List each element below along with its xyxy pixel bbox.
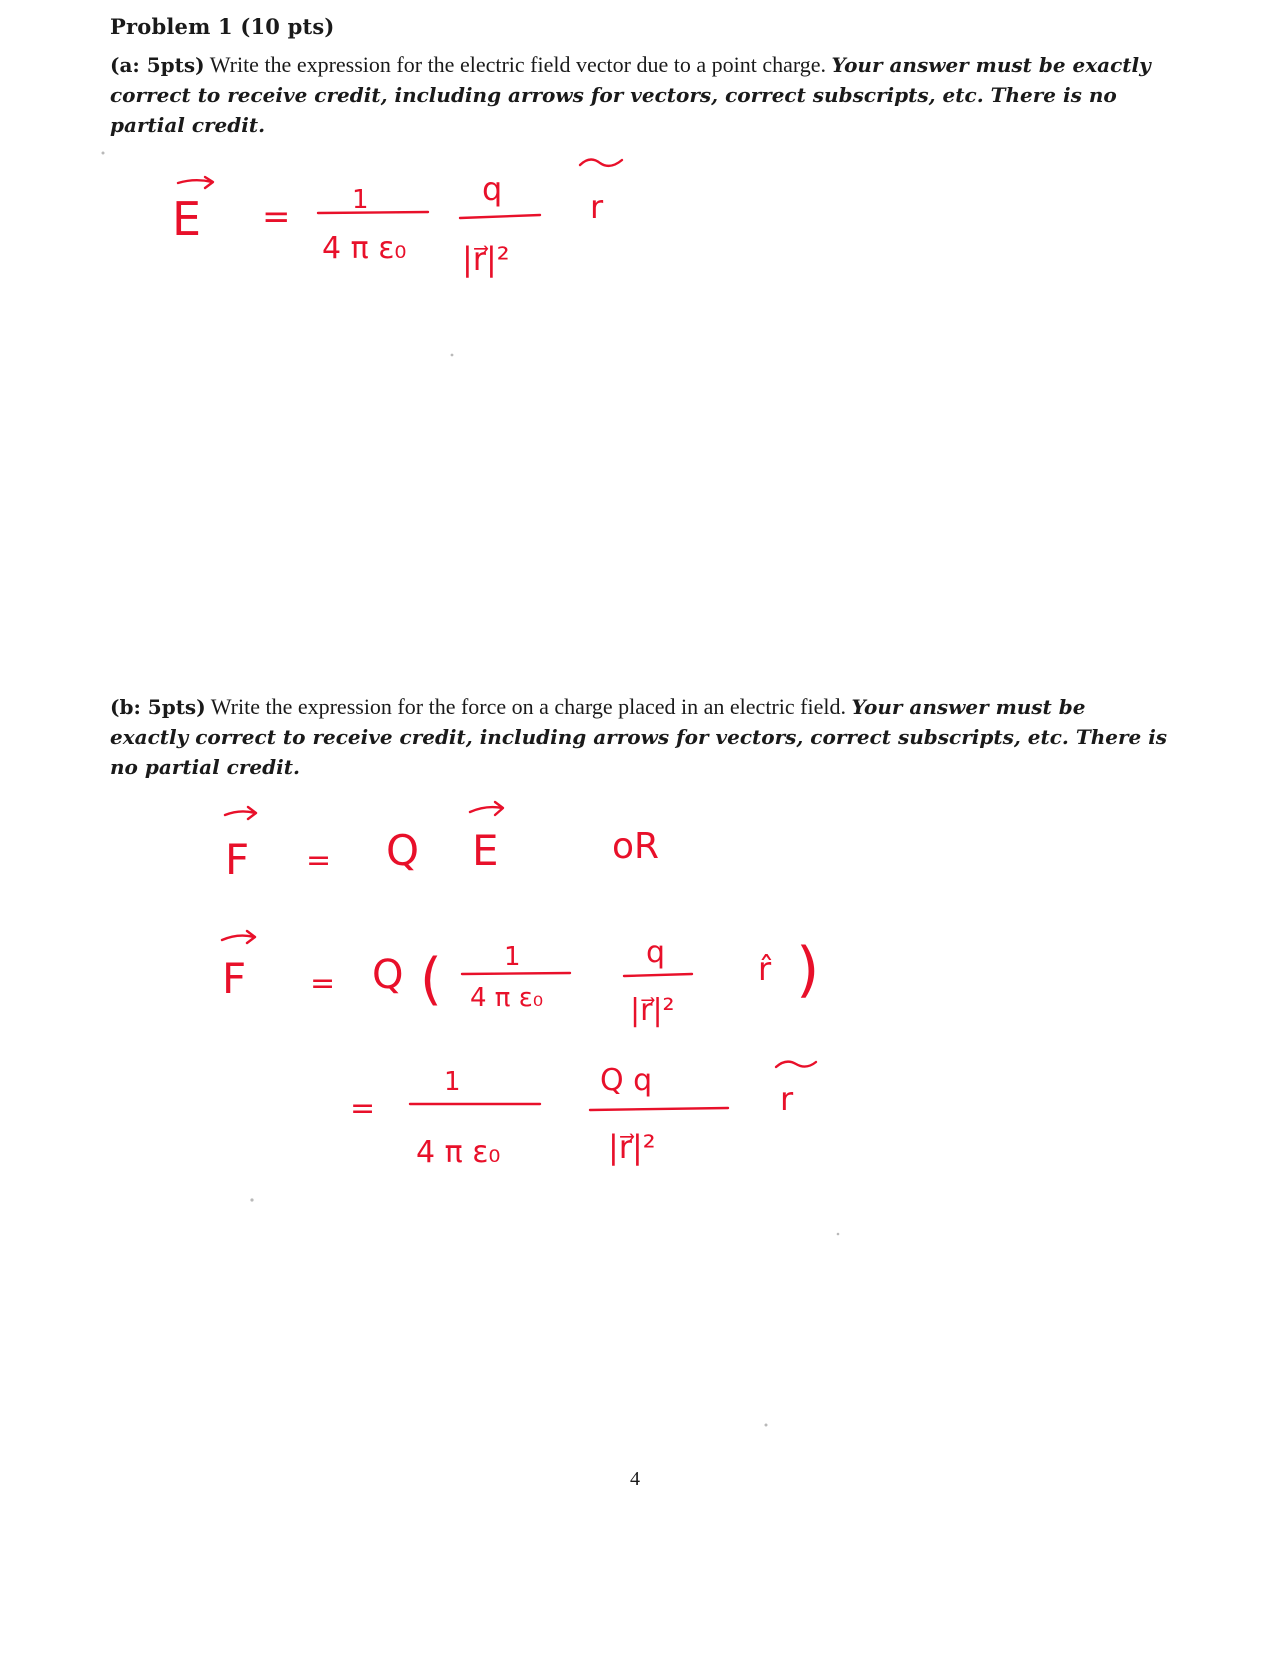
frac1-bar [318,212,428,213]
lhs-e: E [172,192,202,246]
part-a-emphasis: Your answer must be exactly correct to receive credit, including arrows for vectors, correct subscripts, etc. There is no partial credit. [110,53,1151,137]
problem-title: Problem 1 (10 pts) [110,14,335,39]
equals-sign: = [262,197,291,237]
page-number: 4 [630,1468,640,1490]
scan-speck [250,1198,253,1201]
frac2-denominator: |r⃗|² [630,993,675,1028]
unit-vector-r: r [780,1080,794,1118]
frac2-denominator: |r⃗|² [462,240,510,278]
hat-mark [776,1062,816,1067]
frac2-numerator: Q q [600,1063,653,1098]
vector-arrow [225,807,256,819]
scan-speck [837,1233,840,1236]
frac2-bar [624,974,692,976]
frac1-denominator: 4 π ε₀ [470,983,544,1013]
open-paren: ( [420,947,442,1012]
part-b-answer-line3 [350,1062,816,1170]
unit-vector-r: r̂ [758,950,772,988]
frac1-numerator: 1 [504,942,521,972]
lhs-f: F [225,835,250,884]
charge-q: Q [372,952,404,998]
scan-speck [765,1424,768,1427]
part-b-label: (b: 5pts) [110,695,206,719]
part-b-prompt: Write the expression for the force on a charge placed in an electric field. [210,694,846,719]
frac2-denominator: |r⃗|² [608,1128,656,1166]
frac1-denominator: 4 π ε₀ [416,1135,501,1170]
vector-arrow [222,931,255,943]
frac2-bar [460,215,540,218]
or-text: oR [612,826,660,867]
part-b-emphasis: Your answer must be exactly correct to receive credit, including arrows for vectors, correct subscripts, etc. There is no partial credit. [110,695,1168,779]
lhs-f: F [222,954,247,1003]
frac2-numerator: q [482,170,503,208]
vector-arrow [178,177,213,188]
equals-sign: = [350,1091,376,1126]
part-a-prompt: Write the expression for the electric field vector due to a point charge. [209,52,827,77]
frac2-numerator: q [646,935,666,970]
frac1-bar [462,973,570,974]
scan-speck [451,354,454,357]
equals-sign: = [306,843,332,878]
bottom-margin [0,1545,1280,1662]
part-b-answer-line1 [225,802,659,884]
vector-arrow [470,802,503,815]
equals-sign: = [310,966,336,1001]
part-a-answer [172,159,622,278]
field-e: E [472,826,499,875]
frac1-numerator: 1 [444,1067,461,1097]
part-b-answer-line2 [222,931,819,1028]
charge-q: Q [386,826,420,875]
frac2-bar [590,1108,728,1110]
close-paren: ) [796,935,820,1005]
unit-vector-r: r [590,188,604,226]
frac1-denominator: 4 π ε₀ [322,231,407,266]
hat-mark [580,159,622,165]
part-b-question [110,692,1170,782]
scan-speck [102,152,105,155]
part-a-label: (a: 5pts) [110,53,205,77]
frac1-numerator: 1 [352,185,369,215]
part-a-question [110,50,1170,140]
